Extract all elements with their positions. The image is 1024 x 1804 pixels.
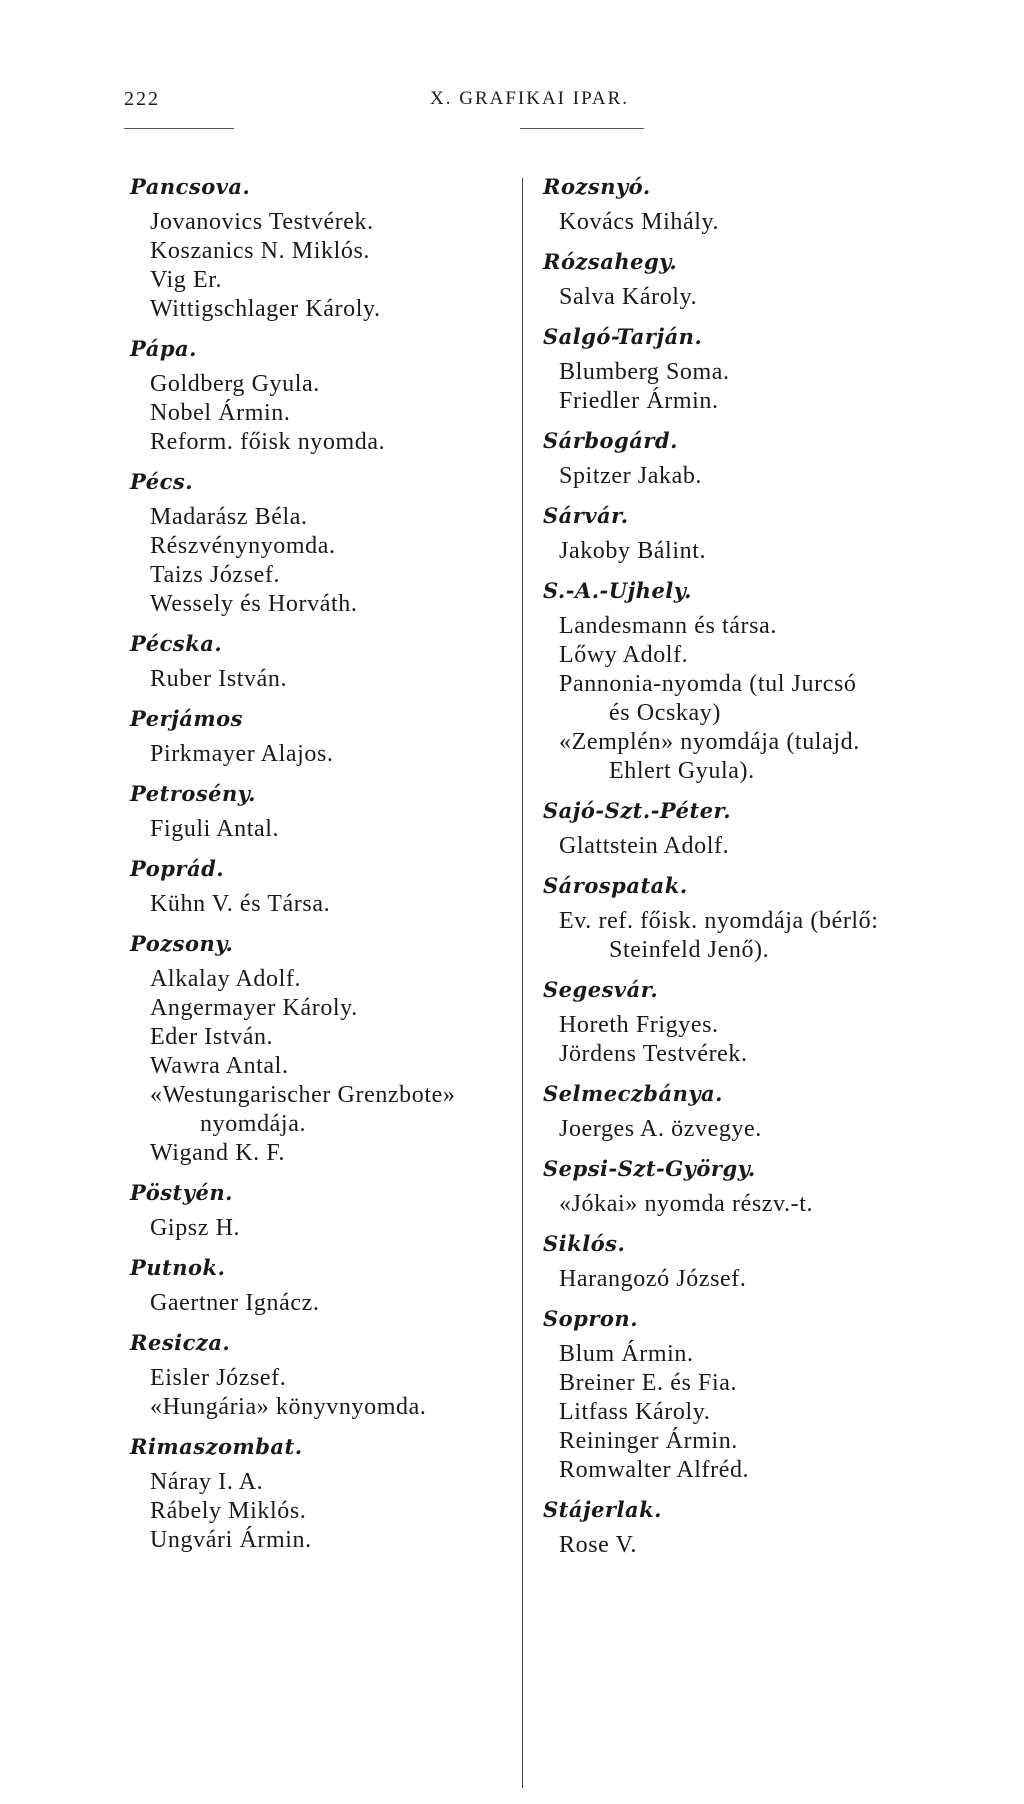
printer-list (150, 665, 509, 694)
town-entry (537, 322, 937, 416)
printer-list (559, 1531, 937, 1560)
printer-name: Ev. ref. főisk. nyomdája (bérlő: (559, 908, 879, 934)
town-heading: Sajó-Szt.-Péter. (543, 798, 732, 823)
town-entry (537, 1304, 937, 1485)
town-entry (124, 334, 509, 457)
town-heading: Pöstyén. (130, 1180, 233, 1205)
printer-name: Rábely Miklós. (150, 1498, 307, 1524)
printer-name: «Hungária» könyvnyomda. (150, 1394, 427, 1420)
town-heading: Pancsova. (130, 174, 251, 199)
town-heading: Segesvár. (543, 977, 659, 1002)
printer-name: Blum Ármin. (559, 1341, 694, 1367)
printer-list (559, 907, 937, 965)
town-entry (537, 501, 937, 566)
town-heading: Pozsony. (130, 931, 234, 956)
town-heading: Selmeczbánya. (543, 1081, 723, 1106)
town-heading: Salgó-Tarján. (543, 324, 703, 349)
running-title: X. GRAFIKAI IPAR. (430, 88, 630, 109)
printer-name: Jakoby Bálint. (559, 538, 707, 564)
town-entry (124, 704, 509, 769)
printer-name: Spitzer Jakab. (559, 463, 703, 489)
printer-list (150, 370, 509, 457)
header-rule-left (124, 128, 234, 129)
town-heading: S.-A.-Ujhely. (543, 578, 692, 603)
printer-name: Wawra Antal. (150, 1053, 289, 1079)
town-entry (124, 1253, 509, 1318)
page-header (0, 88, 1024, 118)
printer-name: Reform. főisk nyomda. (150, 429, 386, 455)
town-entry (124, 629, 509, 694)
printer-name: Eder István. (150, 1024, 274, 1050)
printer-name: Pirkmayer Alajos. (150, 741, 334, 767)
printer-name: Pannonia-nyomda (tul Jurcsó (559, 671, 857, 697)
printer-name: Figuli Antal. (150, 816, 280, 842)
printer-name: Alkalay Adolf. (150, 966, 302, 992)
town-entry (537, 426, 937, 491)
town-heading: Pápa. (130, 336, 197, 361)
printer-name: Friedler Ármin. (559, 388, 719, 414)
printer-name: Wigand K. F. (150, 1140, 285, 1166)
town-heading: Sepsi-Szt-György. (543, 1156, 756, 1181)
printer-name: Horeth Frigyes. (559, 1012, 719, 1038)
town-entry (124, 467, 509, 619)
printer-list (559, 537, 937, 566)
town-heading: Sárospatak. (543, 873, 688, 898)
printer-name: Goldberg Gyula. (150, 371, 320, 397)
printer-list (559, 1340, 937, 1485)
printer-list (559, 612, 937, 786)
printer-name: «Westungarischer Grenzbote» (150, 1082, 456, 1108)
page-number: 222 (124, 88, 160, 110)
town-heading: Siklós. (543, 1231, 626, 1256)
town-entry (537, 172, 937, 237)
printer-name: Landesmann és társa. (559, 613, 777, 639)
town-entry (124, 929, 509, 1168)
printer-name: Koszanics N. Miklós. (150, 238, 370, 264)
town-entry (124, 854, 509, 919)
town-heading: Putnok. (130, 1255, 226, 1280)
printer-name: Glattstein Adolf. (559, 833, 730, 859)
printer-list (150, 1289, 509, 1318)
column-divider (522, 178, 523, 1788)
printer-name: Breiner E. és Fia. (559, 1370, 738, 1396)
printer-name: és Ocskay) (609, 700, 721, 726)
printer-name: Steinfeld Jenő). (609, 937, 770, 963)
printer-name: Náray I. A. (150, 1469, 264, 1495)
town-heading: Poprád. (130, 856, 225, 881)
printer-name: Harangozó József. (559, 1266, 747, 1292)
printer-list (559, 462, 937, 491)
printer-list (559, 832, 937, 861)
printer-list (150, 1468, 509, 1555)
town-entry (537, 796, 937, 861)
town-entry (124, 779, 509, 844)
town-heading: Rimaszombat. (130, 1434, 303, 1459)
printer-name: Gipsz H. (150, 1215, 241, 1241)
printer-list (559, 1011, 937, 1069)
printer-name: Gaertner Ignácz. (150, 1290, 320, 1316)
printer-name: Taizs József. (150, 562, 281, 588)
printer-name: Eisler József. (150, 1365, 287, 1391)
town-entry (537, 576, 937, 786)
printer-name: Ruber István. (150, 666, 288, 692)
printer-name: Salva Károly. (559, 284, 698, 310)
printer-name: Angermayer Károly. (150, 995, 358, 1021)
town-heading: Pécs. (130, 469, 194, 494)
printer-list (559, 208, 937, 237)
printer-list (150, 890, 509, 919)
printer-name: Litfass Károly. (559, 1399, 711, 1425)
town-entry (124, 1328, 509, 1422)
printer-name: nyomdája. (200, 1111, 307, 1137)
printer-name: Reininger Ármin. (559, 1428, 738, 1454)
town-heading: Rózsahegy. (543, 249, 678, 274)
printer-name: «Jókai» nyomda részv.-t. (559, 1191, 814, 1217)
printer-name: Romwalter Alfréd. (559, 1457, 750, 1483)
town-heading: Petrosény. (130, 781, 256, 806)
printer-name: Ungvári Ármin. (150, 1527, 312, 1553)
town-heading: Pécska. (130, 631, 223, 656)
printer-name: Jovanovics Testvérek. (150, 209, 374, 235)
town-entry (537, 247, 937, 312)
town-entry (537, 1229, 937, 1294)
printer-list (150, 1214, 509, 1243)
town-heading: Sárvár. (543, 503, 629, 528)
town-heading: Sárbogárd. (543, 428, 678, 453)
town-heading: Stájerlak. (543, 1497, 662, 1522)
printer-name: Jördens Testvérek. (559, 1041, 748, 1067)
printer-list (559, 358, 937, 416)
printer-name: Rose V. (559, 1532, 638, 1558)
town-heading: Resicza. (130, 1330, 231, 1355)
town-entry (537, 1495, 937, 1560)
printer-name: Vig Er. (150, 267, 223, 293)
right-column (537, 172, 937, 1570)
printer-list (150, 815, 509, 844)
town-entry (537, 871, 937, 965)
printer-name: Nobel Ármin. (150, 400, 291, 426)
town-entry (537, 1154, 937, 1219)
printer-name: Wittigschlager Károly. (150, 296, 381, 322)
printer-name: Joerges A. özvegye. (559, 1116, 762, 1142)
printer-list (150, 965, 509, 1168)
printer-list (150, 740, 509, 769)
printer-list (150, 208, 509, 324)
town-entry (124, 1432, 509, 1555)
town-heading: Sopron. (543, 1306, 639, 1331)
printer-name: Lőwy Adolf. (559, 642, 689, 668)
printer-name: Ehlert Gyula). (609, 758, 755, 784)
printer-name: Wessely és Horváth. (150, 591, 358, 617)
printer-list (150, 503, 509, 619)
town-entry (537, 975, 937, 1069)
town-heading: Rozsnyó. (543, 174, 651, 199)
header-rule-right (520, 128, 644, 129)
printer-list (559, 283, 937, 312)
town-entry (124, 172, 509, 324)
printer-name: Madarász Béla. (150, 504, 308, 530)
printer-list (559, 1265, 937, 1294)
town-entry (537, 1079, 937, 1144)
printer-name: «Zemplén» nyomdája (tulajd. (559, 729, 860, 755)
printer-list (150, 1364, 509, 1422)
printer-list (559, 1115, 937, 1144)
town-heading: Perjámos (130, 706, 243, 731)
printer-name: Kühn V. és Társa. (150, 891, 331, 917)
printer-name: Kovács Mihály. (559, 209, 720, 235)
printer-name: Blumberg Soma. (559, 359, 730, 385)
town-entry (124, 1178, 509, 1243)
left-column (124, 172, 509, 1565)
printer-list (559, 1190, 937, 1219)
printer-name: Részvénynyomda. (150, 533, 336, 559)
